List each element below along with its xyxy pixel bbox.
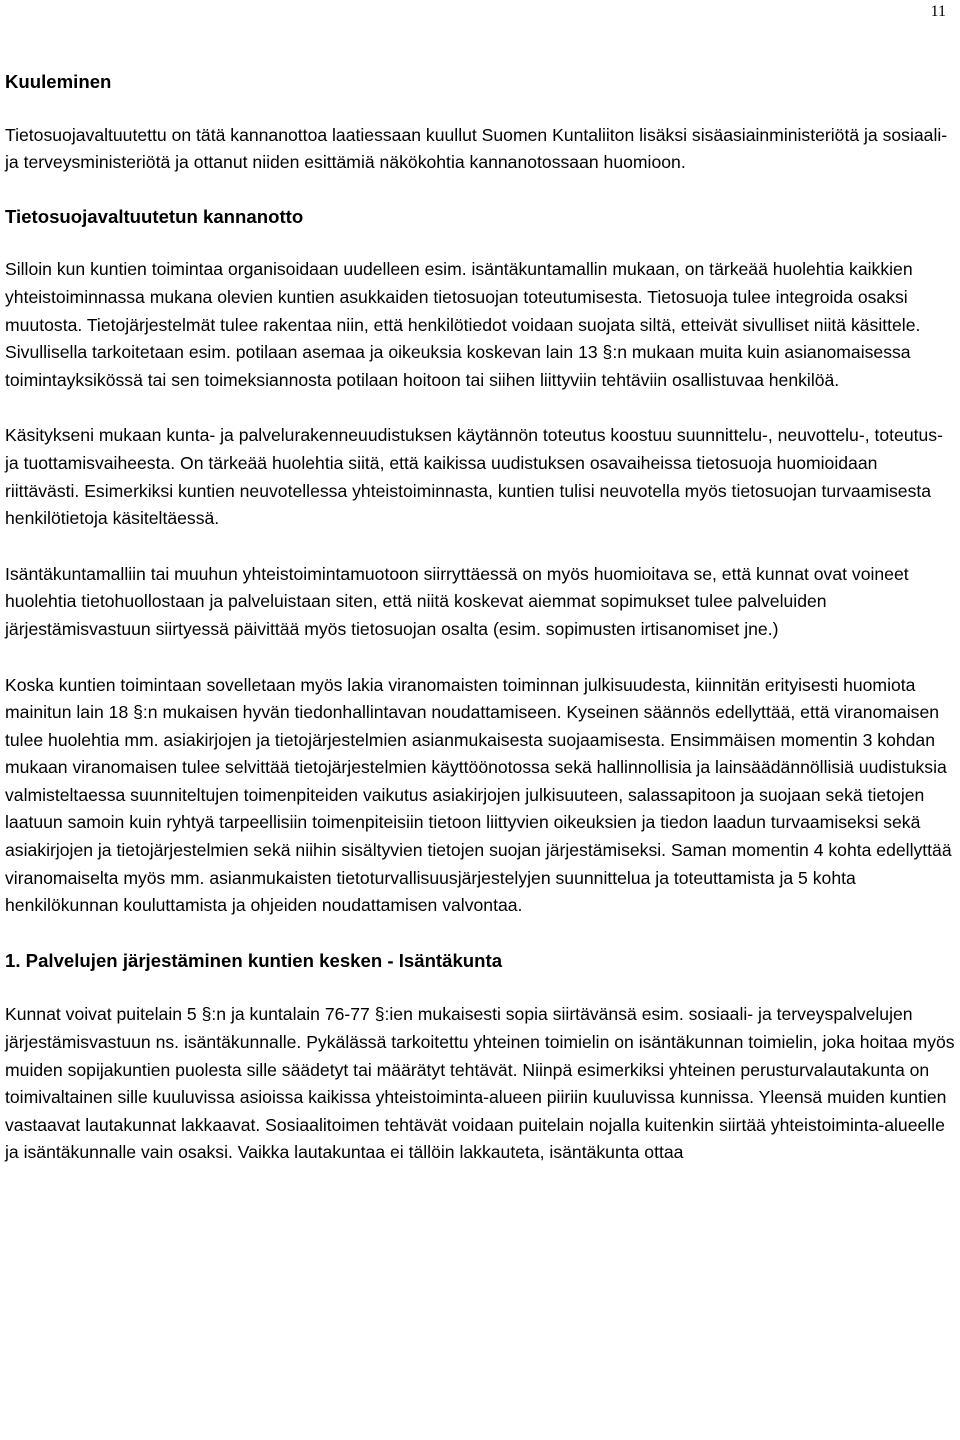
page-number: 11 (930, 3, 946, 20)
paragraph-kuuleminen: Tietosuojavaltuutettu on tätä kannanottoa laatiessaan kuullut Suomen Kuntaliiton lisäksi sisäasiainministeriötä ja sosiaali- ja terveysministeriötä ja ottanut niiden esittämiä näkökohtia kannanotossaan huomioon. (5, 124, 948, 173)
heading-section-1: 1. Palvelujen järjestäminen kuntien kesken - Isäntäkunta (5, 949, 503, 971)
heading-kannanotto: Tietosuojavaltuutetun kannanotto (5, 205, 304, 227)
paragraph-kannanotto-1: Silloin kun kuntien toimintaa organisoidaan uudelleen esim. isäntäkuntamallin mukaan, on tärkeää huolehtia kaikkien yhteistoiminnassa mukana olevien kuntien asukkaiden tietosuojan toteutumisesta. Tietosuoja tulee integroida osaksi muutosta. Tietojärjestelmät tulee rakentaa niin, että henkilötiedot voidaan suojata siltä, etteivät sivulliset niitä käsittele. Sivullisella tarkoitetaan esim. potilaan asemaa ja oikeuksia koskevan lain 13 §:n mukaan muita kuin asianomaisessa toimintayksikössä tai sen toimeksiannosta potilaan hoitoon tai siihen liittyviin tehtäviin osallistuvaa henkilöä. (5, 259, 921, 390)
paragraph-kannanotto-3: Isäntäkuntamalliin tai muuhun yhteistoimintamuotoon siirryttäessä on myös huomioitava se, että kunnat ovat voineet huolehtia tietohuollostaan ja palveluistaan siten, että niitä koskevat aiemmat sopimukset tulee palveluiden järjestämisvastuun siirtyessä päivittää myös tietosuojan osalta (esim. sopimusten irtisanomiset jne.) (5, 563, 909, 639)
paragraph-kannanotto-4: Koska kuntien toimintaan sovelletaan myös lakia viranomaisten toiminnan julkisuudesta, kiinnitän erityisesti huomiota mainitun lain 18 §:n mukaisen hyvän tiedonhallintavan noudattamiseen. Kyseinen säännös edellyttää, että viranomaisen tulee huolehtia mm. asiakirjojen ja tietojärjestelmien asianmukaisesta suojaamisesta. Ensimmäisen momentin 3 kohdan mukaan viranomaisen tulee selvittää tietojärjestelmien käyttöönotossa sekä hallinnollisia ja lainsäädännöllisiä uudistuksia valmisteltaessa suunniteltujen toimenpiteiden vaikutus asiakirjojen julkisuuteen, salassapitoon ja suojaan sekä tietojen laatuun samoin kuin ryhtyä tarpeellisiin toimenpiteisiin tietoon liittyvien oikeuksien ja tiedon laadun turvaamiseksi sekä asiakirjojen ja tietojärjestelmien sekä niihin sisältyvien tietojen suojan järjestämiseksi. Saman momentin 4 kohta edellyttää viranomaiselta myös mm. asianmukaisten tietoturvallisuusjärjestelyjen suunnittelua ja toteuttamista ja 5 kohta henkilökunnan kouluttamista ja ohjeiden noudattamisen valvontaa. (5, 674, 952, 916)
document-body (5, 68, 955, 1167)
paragraph-section-1: Kunnat voivat puitelain 5 §:n ja kuntalain 76-77 §:ien mukaisesti sopia siirtävänsä esim. sosiaali- ja terveyspalvelujen järjestämisvastuun ns. isäntäkunnalle. Pykälässä tarkoitettu yhteinen toimielin on isäntäkunnan toimielin, joka hoitaa myös muiden sopijakuntien puolesta sille säädetyt tai määrätyt tehtävät. Niinpä esimerkiksi yhteinen perusturvalautakunta on toimivaltainen sille kuuluvissa asioissa kaikissa yhteistoiminta-alueen piiriin kuuluvissa kunnissa. Yleensä muiden kuntien vastaavat lautakunnat lakkaavat. Sosiaalitoimen tehtävät voidaan puitelain nojalla kuitenkin siirtää yhteistoiminta-alueelle ja isäntäkunnalle vain osaksi. Vaikka lautakuntaa ei tällöin lakkauteta, isäntäkunta ottaa (5, 1004, 955, 1163)
heading-kuuleminen: Kuuleminen (5, 71, 112, 92)
paragraph-kannanotto-2: Käsitykseni mukaan kunta- ja palvelurakenneuudistuksen käytännön toteutus koostuu suunnittelu-, neuvottelu-, toteutus- ja tuottamisvaiheesta. On tärkeää huolehtia siitä, että kaikissa uudistuksen osavaiheissa tietosuoja huomioidaan riittävästi. Esimerkiksi kuntien neuvotellessa yhteistoiminnasta, kuntien tulisi neuvotella myös tietosuojan turvaamisesta henkilötietoja käsiteltäessä. (5, 425, 943, 529)
